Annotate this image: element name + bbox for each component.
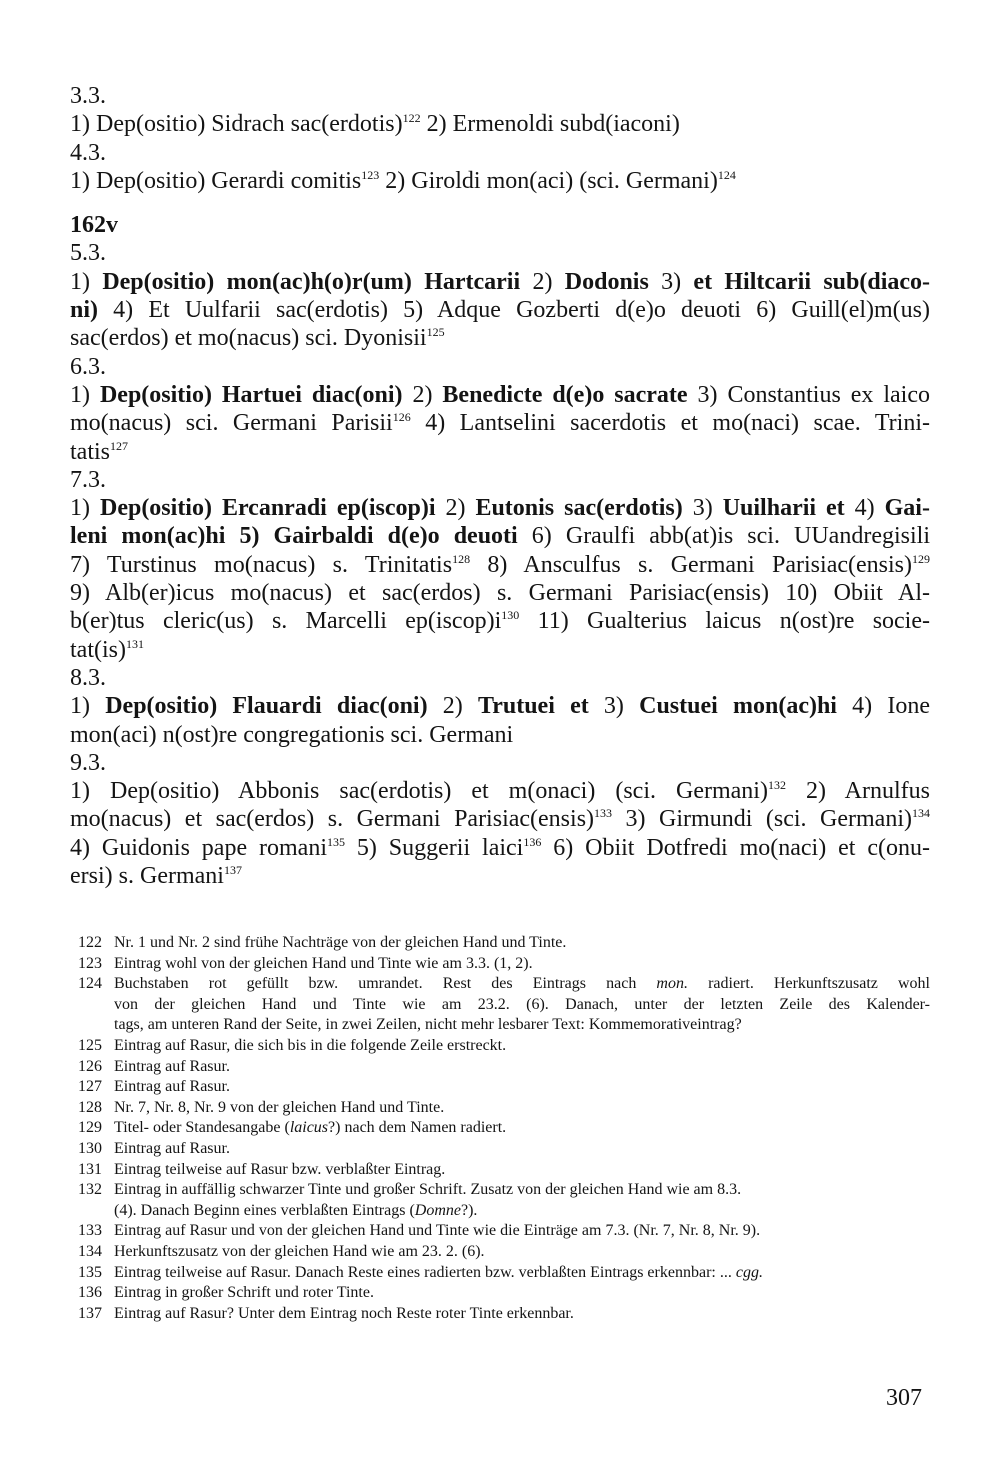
section-gap: [70, 195, 930, 211]
text-run: 2) Arnulfus: [785, 778, 930, 805]
footnote-ref: 123: [361, 167, 380, 182]
footnote-line: Eintrag auf Rasur und von der gleichen Hand und Tinte wie die Einträge am 7.3. (Nr. 7, Nr. 8, Nr. 9).: [114, 1222, 761, 1240]
footnote: [78, 1304, 930, 1325]
text-line: [70, 211, 930, 239]
text-line: [70, 579, 930, 607]
footnote-number: 129: [78, 1119, 102, 1137]
footnote-line: Eintrag auf Rasur? Unter dem Eintrag noch Reste roter Tinte erkennbar.: [114, 1304, 574, 1322]
text-run: mon(aci) n(ost)re congregationis sci. Germani: [70, 721, 514, 748]
text-line: [70, 110, 930, 138]
footnote: [78, 1221, 930, 1242]
text-run: 7) Turstinus mo(nacus) s. Trinitatis: [70, 551, 453, 578]
text-line: [70, 777, 930, 805]
footnote-line: Buchstaben rot gefüllt bzw. umrandet. Rest des Eintrags nach mon. radiert. Herkunftszusatz wohl: [114, 975, 930, 993]
footnote-line: von der gleichen Hand und Tinte wie am 23.2. (6). Danach, unter der letzten Zeile des Kalender-: [114, 995, 930, 1013]
text-run: 3) Girmundi (sci. Germani): [612, 806, 912, 833]
footnote-line: Eintrag in auffällig schwarzer Tinte und großer Schrift. Zusatz von der gleichen Hand wie am 8.3.: [114, 1181, 742, 1199]
text-run: sac(erdos) et mo(nacus) sci. Dyonisii: [70, 325, 427, 352]
footnote-line: Eintrag auf Rasur.: [114, 1057, 230, 1075]
text-run: 5.3.: [70, 240, 106, 267]
text-run: b(er)tus cleric(us) s. Marcelli ep(iscop)i: [70, 608, 502, 635]
footnote: [78, 1283, 930, 1304]
text-run: 2): [427, 693, 478, 720]
text-run: 7.3.: [70, 466, 106, 493]
footnote-number: 128: [78, 1098, 102, 1116]
footnote-number: 135: [78, 1263, 102, 1281]
text-run: 1): [70, 268, 103, 295]
footnote: [78, 1098, 930, 1119]
footnote-ref: 137: [223, 863, 242, 878]
footnote-line: Eintrag teilweise auf Rasur bzw. verblaßter Eintrag.: [114, 1160, 446, 1178]
text-line: [70, 139, 930, 167]
text-line: [70, 409, 930, 437]
text-run: 1) Dep(ositio) Abbonis sac(erdotis) et m(onaci) (sci. Germani): [70, 778, 768, 805]
text-run: 3) Constantius ex laico: [687, 381, 930, 408]
footnote-number: 127: [78, 1078, 102, 1096]
footnote: [78, 1242, 930, 1263]
footnote: [78, 1263, 930, 1284]
text-line: [70, 324, 930, 352]
text-line: [70, 466, 930, 494]
footnote-line: Eintrag auf Rasur.: [114, 1139, 230, 1157]
text-run: 1): [70, 381, 100, 408]
text-line: [70, 805, 930, 833]
footnote-number: 133: [78, 1222, 102, 1240]
bold-entry: 162v: [70, 212, 118, 239]
calendar-entries: [70, 82, 930, 890]
footnote: [78, 1077, 930, 1098]
text-run: 9.3.: [70, 749, 106, 776]
bold-entry: leni mon(ac)hi 5) Gairbaldi d(e)o deuoti: [70, 523, 518, 550]
text-line: [70, 522, 930, 550]
footnote-line: Eintrag auf Rasur.: [114, 1078, 230, 1096]
footnote: [78, 1160, 930, 1181]
text-run: 6) Obiit Dotfredi mo(naci) et c(onu-: [541, 834, 930, 861]
footnote: [78, 1118, 930, 1139]
text-run: 3): [588, 693, 640, 720]
text-run: ersi) s. Germani: [70, 863, 224, 890]
text-run: 2): [435, 495, 476, 522]
footnote-ref: 135: [327, 834, 345, 849]
text-line: [70, 82, 930, 110]
text-line: [70, 296, 930, 324]
text-run: 2): [520, 268, 565, 295]
footnote-line: Eintrag teilweise auf Rasur. Danach Reste eines radierten bzw. verblaßten Eintrags erkennbar: ... cgg.: [114, 1263, 763, 1281]
footnote-line: tags, am unteren Rand der Seite, in zwei Zeilen, nicht mehr lesbarer Text: Kommemorativeintrag?: [114, 1016, 742, 1034]
footnote-number: 131: [78, 1160, 102, 1178]
footnote: [78, 1180, 930, 1221]
bold-entry: Dep(ositio) Ercanradi ep(iscop)i: [99, 495, 436, 522]
footnote-ref: 124: [717, 167, 736, 182]
text-run: 1) Dep(ositio) Sidrach sac(erdotis): [70, 111, 403, 138]
footnote-number: 137: [78, 1304, 102, 1322]
footnote: [78, 954, 930, 975]
footnote-ref: 134: [912, 806, 930, 821]
text-run: 1) Dep(ositio) Gerardi comitis: [70, 167, 362, 194]
footnote-ref: 128: [452, 551, 471, 566]
footnote: [78, 1057, 930, 1078]
footnote-ref: 129: [911, 551, 930, 566]
footnote-ref: 127: [110, 438, 128, 453]
footnote-ref: 136: [523, 834, 542, 849]
text-line: [70, 167, 930, 195]
footnote-ref: 126: [392, 410, 411, 425]
text-line: [70, 551, 930, 579]
page-number: 307: [886, 1385, 922, 1411]
footnote-line: Eintrag in großer Schrift und roter Tinte.: [114, 1284, 374, 1302]
bold-entry: Uuilharii et: [722, 495, 845, 522]
text-run: 1): [70, 693, 106, 720]
text-run: 4) Et Uulfarii sac(erdotis) 5) Adque Gozberti d(e)o deuoti 6) Guill(el)m(us): [98, 297, 930, 324]
text-run: 1): [70, 495, 100, 522]
text-line: [70, 239, 930, 267]
footnote-ref: 125: [426, 325, 445, 340]
text-line: [70, 381, 930, 409]
text-run: 8.3.: [70, 664, 106, 691]
footnote-number: 130: [78, 1139, 102, 1157]
text-run: 11) Gualterius laicus n(ost)re socie-: [519, 608, 930, 635]
footnote-number: 124: [78, 975, 102, 993]
bold-entry: Dodonis: [564, 268, 649, 295]
bold-entry: Gai-: [884, 495, 930, 522]
text-line: [70, 721, 930, 749]
text-line: [70, 636, 930, 664]
text-line: [70, 494, 930, 522]
text-line: [70, 834, 930, 862]
footnote-line: (4). Danach Beginn eines verblaßten Eintrags (Domne?).: [114, 1201, 478, 1219]
footnote: [78, 933, 930, 954]
footnote-number: 125: [78, 1036, 102, 1054]
footnote-line: Eintrag wohl von der gleichen Hand und Tinte wie am 3.3. (1, 2).: [114, 954, 533, 972]
text-run: 2) Ermenoldi subd(iaconi): [420, 111, 680, 138]
text-line: [70, 862, 930, 890]
text-line: [70, 438, 930, 466]
footnote-number: 126: [78, 1057, 102, 1075]
text-run: mo(nacus) et sac(erdos) s. Germani Parisiac(ensis): [70, 806, 595, 833]
bold-entry: Trutuei et: [477, 693, 589, 720]
footnote-number: 134: [78, 1242, 102, 1260]
footnote-ref: 122: [402, 111, 421, 126]
text-run: 5) Suggerii laici: [345, 834, 524, 861]
text-run: 4) Ione: [836, 693, 931, 720]
text-run: 4): [844, 495, 885, 522]
text-line: [70, 749, 930, 777]
footnote-line: Nr. 7, Nr. 8, Nr. 9 von der gleichen Hand und Tinte.: [114, 1098, 445, 1116]
footnote-ref: 130: [501, 608, 520, 623]
footnote-number: 132: [78, 1181, 102, 1199]
text-run: tatis: [70, 438, 110, 465]
footnote: [78, 1036, 930, 1057]
text-line: [70, 353, 930, 381]
footnote-line: Titel- oder Standesangabe (laicus?) nach dem Namen radiert.: [114, 1119, 507, 1137]
text-line: [70, 268, 930, 296]
text-run: 9) Alb(er)icus mo(nacus) et sac(erdos) s. Germani Parisiac(ensis) 10) Obiit Al-: [70, 580, 930, 607]
text-run: 2): [402, 381, 443, 408]
bold-entry: Dep(ositio) mon(ac)h(o)r(um) Hartcarii: [102, 268, 521, 295]
footnote-ref: 131: [125, 636, 144, 651]
text-run: tat(is): [70, 636, 126, 663]
footnote: [78, 974, 930, 1036]
bold-entry: Eutonis sac(erdotis): [475, 495, 683, 522]
text-run: 6) Graulfi abb(at)is sci. UUandregisili: [517, 523, 930, 550]
footnote-ref: 133: [594, 806, 613, 821]
text-run: 8) Ansculfus s. Germani Parisiac(ensis): [470, 551, 912, 578]
bold-entry: Dep(ositio) Hartuei diac(oni): [99, 381, 403, 408]
bold-entry: ni): [70, 297, 99, 324]
footnote-ref: 132: [767, 778, 786, 793]
footnote-line: Nr. 1 und Nr. 2 sind frühe Nachträge von der gleichen Hand und Tinte.: [114, 934, 567, 951]
bold-entry: Dep(ositio) Flauardi diac(oni): [105, 693, 428, 720]
text-run: 6.3.: [70, 353, 106, 380]
footnote-number: 122: [78, 934, 102, 951]
text-run: 4) Lantselini sacerdotis et mo(naci) scae. Trini-: [410, 410, 930, 437]
text-run: 2) Giroldi mon(aci) (sci. Germani): [379, 167, 718, 194]
text-run: 4) Guidonis pape romani: [70, 834, 327, 861]
text-run: 4.3.: [70, 139, 106, 166]
bold-entry: Custuei mon(ac)hi: [639, 693, 837, 720]
footnote-line: Herkunftszusatz von der gleichen Hand wie am 23. 2. (6).: [114, 1242, 485, 1260]
text-run: 3): [648, 268, 694, 295]
footnote-number: 123: [78, 954, 102, 972]
bold-entry: Benedicte d(e)o sacrate: [442, 381, 688, 408]
text-line: [70, 607, 930, 635]
footnote-number: 136: [78, 1284, 102, 1302]
text-run: mo(nacus) sci. Germani Parisii: [70, 410, 393, 437]
footnotes: [78, 933, 930, 1324]
text-run: 3): [682, 495, 723, 522]
footnote-line: Eintrag auf Rasur, die sich bis in die folgende Zeile erstreckt.: [114, 1036, 507, 1054]
text-line: [70, 692, 930, 720]
text-run: 3.3.: [70, 83, 106, 109]
text-line: [70, 664, 930, 692]
footnote: [78, 1139, 930, 1160]
bold-entry: et Hiltcarii sub(diaco-: [693, 268, 931, 295]
